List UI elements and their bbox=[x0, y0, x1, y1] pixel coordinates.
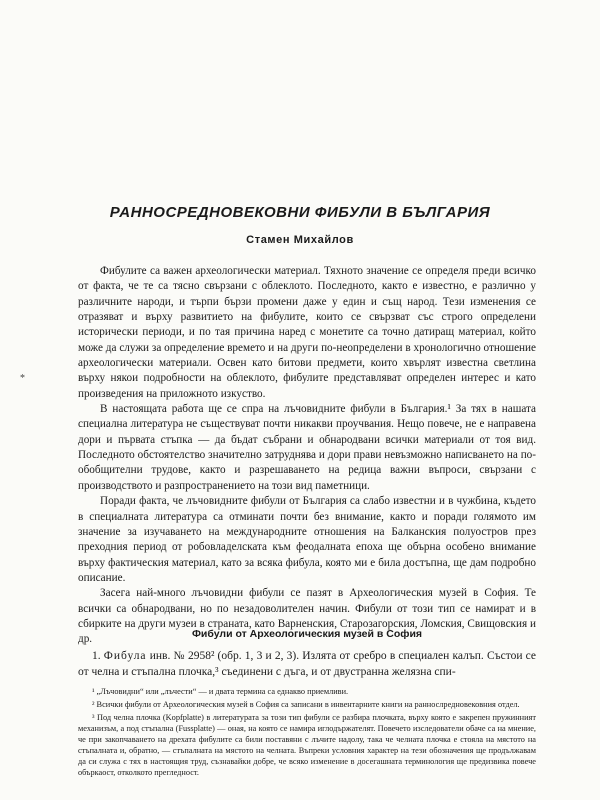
article-title: РАННОСРЕДНОВЕКОВНИ ФИБУЛИ В БЪЛГАРИЯ bbox=[109, 204, 491, 221]
footnote: ¹ „Лъчовидни“ или „лъчести“ — и двата термина са еднакво приемливи. bbox=[92, 687, 349, 696]
item-label: Фибула bbox=[103, 650, 147, 662]
article-author: Стамен Михайлов bbox=[246, 234, 354, 246]
paragraph: В настоящата работа ще се спра на лъчовидните фибули в България.¹ За тях в нашата специална литература не съществуват почти никакви проучвания. Нещо повече, не е направена дори и първата стъпка — да бъдат събрани и обнародвани всички материали от тоя вид. Последното обстоятелство значително затруднява и дори прави невъзможно написването на по-обобщителни трудове, както и разрешаването на редица важни въпроси, свързани с производството и разпространението на този вид паметници. bbox=[78, 403, 536, 492]
footnote: ² Всички фибули от Археологическия музей в София са записани в инвентарните книги на раннослредновековния отдел. bbox=[92, 700, 520, 709]
article-body bbox=[78, 264, 536, 648]
paragraph: Фибулите са важен археологически материал. Тяхното значение се определя преди всичко от факта, че те са тясно свързани с облеклото. Последното, както е известно, е различно у различните народи, и търпи бързи промени даже у един и същ народ. Тези изменения се отразяват и върху развитието на фибулите, които се свързват със строго определени исторически периоди, и по тая причина наред с монетите са точно датиращ материал, който може да служи за определение времето и на други по-неопределени в хронологично отношение археологически материали. Освен като битови предмети, които хвърлят известна светлина върху някои подробности на облеклото, фибулите представляват определен интерес и като произведения на приложното изкуство. bbox=[78, 265, 536, 400]
footnotes bbox=[78, 686, 536, 780]
item-number: 1. bbox=[92, 650, 101, 662]
footnote: ³ Под челна плочка (Kopfplatte) в литературата за този тип фибули се разбира плочката, върху която е закрепен пружинният механизъм, а под стъпална (Fussplatte) — оная, на която се намира иглодържателят. Повечето изследователи обаче са на мнение, че при закопчаването на дрехата фибулите са били поставяни с лъчите надолу, така че челната плочка е стояла на мястото на стъпалната и, обратно, — стъпалната на мястото на челната. Въпреки условния характер на тези обозначения ще продължавам да си служа с тях в настоящия труд, съзнавайки добре, че всяко изменение в досегашната терминология ще предизвика повече объркаост, отколкото прегледност. bbox=[78, 713, 536, 777]
paragraph: Поради факта, че лъчовидните фибули от България са слабо известни и в чужбина, където в специалната литература са отминати почти без внимание, както и поради голямото им значение за изучаването на международните отношения на Балканския полуостров през преходния период от робовладелската към феодалната епоха ще обърна особено внимание върху фактическия материал, като за всяка фибула, която ми е била достъпна, ще дам подробно описание. bbox=[78, 495, 536, 584]
paragraph: Засега най-много лъчовидни фибули се пазят в Археологическия музей в София. Те всички са обнародвани, но по незадоволителен начин. Фибули от този тип се намират и в сбирките на други музеи в страната, като Варненския, Старозагорския, Ломския, Свищовския и др. bbox=[78, 587, 536, 646]
margin-mark: * bbox=[20, 373, 25, 384]
item-text: инв. № 2958² (обр. 1, 3 и 2, 3). Излята от сребро в специален калъп. Състои се от челна и стъпална плочка,³ съединени с дъга, и от двустранна желязна спи- bbox=[78, 650, 537, 678]
section-heading: Фибули от Археологическия музей в София bbox=[191, 628, 423, 640]
catalog-item bbox=[78, 648, 536, 680]
